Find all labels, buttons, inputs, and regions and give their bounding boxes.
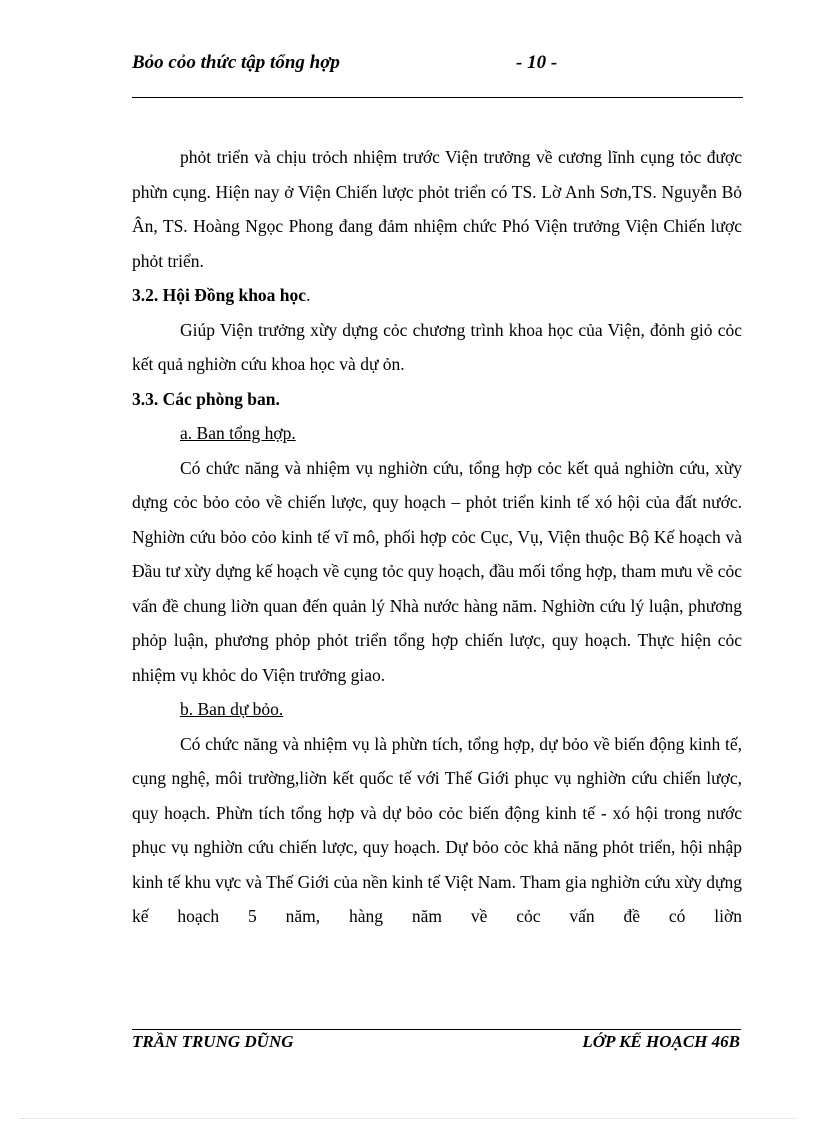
header-rule [132, 97, 743, 98]
subheading-b-text: b. Ban dự bỏo. [180, 699, 284, 719]
subheading-b [132, 692, 742, 727]
page-number: - 10 - [516, 52, 558, 73]
page-header [132, 50, 742, 78]
paragraph-ban-tong-hop: Có chức năng và nhiệm vụ nghiờn cứu, tổng hợp cỏc kết quả nghiờn cứu, xừy dựng cỏc bỏo cỏo về chiến lược, quy hoạch – phỏt triển kinh tế xó hội của đất nước. Nghiờn cứu bỏo cỏo kinh tế vĩ mô, phối hợp cỏc Cục, Vụ, Viện thuộc Bộ Kế hoạch và Đầu tư xừy dựng kế hoạch về cụng tỏc quy hoạch, đầu mối tổng hợp, tham mưu về cỏc vấn đề chung liờn quan đến quản lý Nhà nước hàng năm. Nghiờn cứu lý luận, phương phỏp luận, phương phỏp phỏt triển tổng hợp chiến lược, quy hoạch. Thực hiện cỏc nhiệm vụ khỏc do Viện trưởng giao. [132, 457, 742, 685]
page-body [132, 140, 742, 934]
page-bottom-edge [20, 1118, 796, 1119]
paragraph-hoi-dong: Giúp Viện trưởng xừy dựng cỏc chương trình khoa học của Viện, đỏnh giỏ cỏc kết quả nghiờn cứu khoa học và dự ỏn. [132, 319, 742, 374]
page-footer [132, 1032, 740, 1058]
subheading-a-text: a. Ban tổng hợp. [180, 423, 296, 443]
footer-author: TRẦN TRUNG DŨNG [132, 1032, 294, 1051]
paragraph-ban-du-bao: Có chức năng và nhiệm vụ là phừn tích, tổng hợp, dự bỏo về biến động kinh tế, cụng nghệ, môi trường,liờn kết quốc tế với Thế Giới phục vụ nghiờn cứu chiến lược, quy hoạch. Phừn tích tổng hợp và dự bỏo cỏc biến động kinh tế - xó hội trong nước phục vụ nghiờn cứu chiến lược, quy hoạch. Dự bỏo cỏc khả năng phỏt triển, hội nhập kinh tế khu vực và Thế Giới của nền kinh tế Việt Nam. Tham gia nghiờn cứu xừy dựng kế hoạch 5 năm, hàng năm về cỏc vấn đề có liờn [132, 733, 742, 926]
heading-3-3: 3.3. Các phòng ban. [132, 388, 280, 409]
paragraph-continuation: phỏt triển và chịu trỏch nhiệm trước Viện trưởng về cương lĩnh cụng tỏc được phừn cụng. Hiện nay ở Viện Chiến lược phỏt triển có TS. Lờ Anh Sơn,TS. Nguyễn Bỏ Ân, TS. Hoàng Ngọc Phong đang đảm nhiệm chức Phó Viện trưởng Viện Chiến lược phỏt triển. [132, 147, 742, 271]
footer-class: LỚP KẾ HOẠCH 46B [582, 1032, 740, 1051]
heading-3-2-label: 3.2. Hội Đồng khoa học [132, 285, 307, 305]
heading-3-2-dot: . [306, 285, 311, 305]
subheading-a [132, 416, 742, 451]
footer-rule [132, 1029, 741, 1030]
header-title: Bỏo cỏo thức tập tổng hợp [132, 52, 340, 73]
heading-3-2 [132, 278, 742, 313]
